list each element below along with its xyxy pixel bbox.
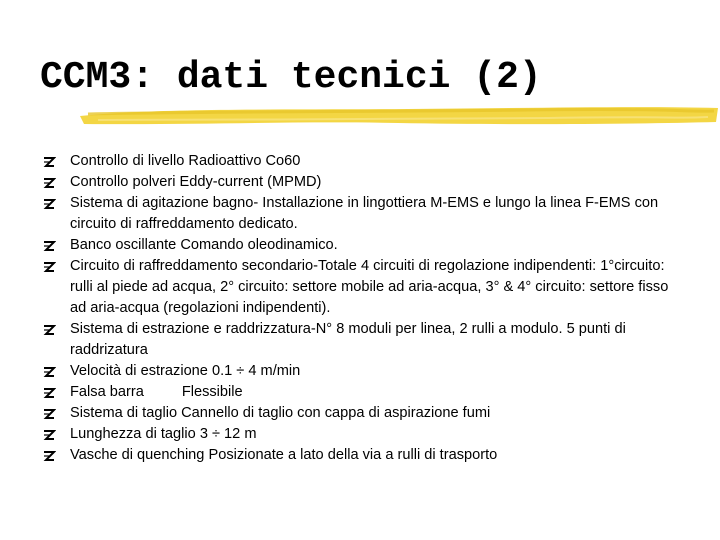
list-item-text: Vasche di quenching Posizionate a lato della via a rulli di trasporto [70, 447, 498, 463]
slide-title: CCM3: dati tecnici (2) [40, 56, 542, 99]
list-item [40, 256, 680, 319]
list-item-text [70, 382, 680, 403]
list-item [40, 382, 680, 403]
list-item-text: Circuito di raffreddamento secondario-Totale 4 circuiti di regolazione indipendenti: 1°circuito: rulli al piede ad acqua, 2° circuito: settore mobile ad aria-acqua, 3° & 4° circuito: settore fisso ad aria-acqua (regolazioni indipendenti). [70, 258, 669, 316]
z-bullet-icon [42, 235, 58, 256]
z-bullet-icon [42, 256, 58, 277]
z-bullet-icon [42, 172, 58, 193]
z-bullet-icon [42, 151, 58, 172]
list-item-text: Velocità di estrazione 0.1 ÷ 4 m/min [70, 363, 301, 379]
bullet-list [40, 151, 680, 466]
title-underline-brushstroke [78, 100, 720, 132]
list-item [40, 424, 680, 445]
z-bullet-icon [42, 403, 58, 424]
list-item-text: Sistema di agitazione bagno- Installazione in lingottiera M-EMS e lungo la linea F-EMS con circuito di raffreddamento dedicato. [70, 195, 659, 232]
z-bullet-icon [42, 382, 58, 403]
list-item-text: Sistema di estrazione e raddrizzatura-N° 8 moduli per linea, 2 rulli a modulo. 5 punti di raddrizatura [70, 321, 626, 358]
z-bullet-icon [42, 319, 58, 340]
list-item [40, 445, 680, 466]
list-item [40, 319, 680, 361]
list-item-text: Controllo polveri Eddy-current (MPMD) [70, 174, 322, 190]
list-item-label: Falsa barra [70, 384, 144, 400]
z-bullet-icon [42, 445, 58, 466]
list-item [40, 403, 680, 424]
list-item-text: Banco oscillante Comando oleodinamico. [70, 237, 338, 253]
list-item [40, 235, 680, 256]
list-item-value: Flessibile [181, 384, 243, 400]
z-bullet-icon [42, 361, 58, 382]
list-item-text: Lunghezza di taglio 3 ÷ 12 m [70, 426, 257, 442]
list-item-text: Sistema di taglio Cannello di taglio con cappa di aspirazione fumi [70, 405, 491, 421]
list-item-text: Controllo di livello Radioattivo Co60 [70, 153, 301, 169]
list-item [40, 193, 680, 235]
z-bullet-icon [42, 193, 58, 214]
list-item [40, 361, 680, 382]
z-bullet-icon [42, 424, 58, 445]
list-item [40, 151, 680, 172]
list-item [40, 172, 680, 193]
